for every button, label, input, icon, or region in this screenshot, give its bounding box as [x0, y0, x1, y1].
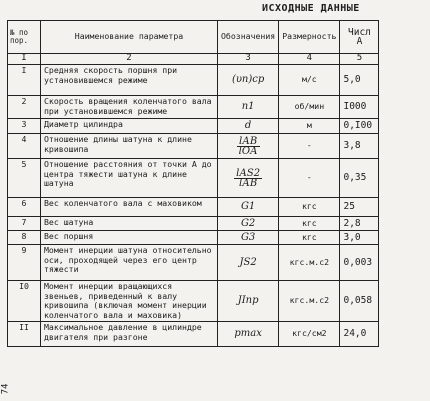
column-index: I [8, 54, 41, 65]
parameter-name: Момент инерции вращающихся звеньев, приведенный к валу кривошипа (включая момент инерции коленчатого вала и маховика) [41, 281, 218, 322]
table-row [8, 119, 379, 134]
parameter-unit: м [279, 119, 340, 134]
row-number: 6 [8, 198, 41, 217]
fraction-numerator: lАS2 [236, 167, 261, 179]
parameter-name: Отношение расстояния от точки А до центра тяжести шатуна к длине шатуна [41, 159, 218, 198]
parameter-unit: м/с [279, 65, 340, 96]
header-symbol: Обозначения [218, 21, 279, 54]
header-unit: Размерность [279, 21, 340, 54]
header-row [8, 21, 379, 54]
document-title: ИСХОДНЫЕ ДАННЫЕ [262, 3, 360, 14]
table-row [8, 322, 379, 347]
parameter-value: 5,0 [340, 65, 379, 96]
symbol-fraction [237, 137, 260, 156]
parameter-symbol: (υп)ср [218, 65, 279, 96]
fraction-denominator: lОА [238, 145, 258, 157]
parameter-value: 3,8 [340, 134, 379, 159]
parameter-name: Средняя скорость поршня при установившемся режиме [41, 65, 218, 96]
parameter-unit: кгс [279, 198, 340, 217]
table-row [8, 231, 379, 245]
parameter-value: 2,8 [340, 217, 379, 231]
table-row [8, 65, 379, 96]
fraction-denominator: lАВ [239, 177, 258, 189]
margin-page-mark: 74 [0, 383, 11, 395]
parameter-symbol: JIпр [218, 281, 279, 322]
parameter-value: 25 [340, 198, 379, 217]
row-number: I0 [8, 281, 41, 322]
symbol-fraction [234, 169, 262, 188]
table-row [8, 134, 379, 159]
parameter-name: Максимальное давление в цилиндре двигателя при разгоне [41, 322, 218, 347]
header-parameter-name: Наименование параметра [41, 21, 218, 54]
table-row [8, 217, 379, 231]
table-row [8, 245, 379, 281]
row-number: 9 [8, 245, 41, 281]
parameter-name: Вес поршня [41, 231, 218, 245]
column-index-row [8, 54, 379, 65]
parameter-name: Скорость вращения коленчатого вала при установившемся режиме [41, 96, 218, 119]
parameter-unit: - [279, 159, 340, 198]
row-number: 3 [8, 119, 41, 134]
parameter-symbol [218, 159, 279, 198]
parameter-unit: кгс/см2 [279, 322, 340, 347]
parameter-unit: - [279, 134, 340, 159]
parameter-symbol: G3 [218, 231, 279, 245]
row-number: 5 [8, 159, 41, 198]
column-index: 5 [340, 54, 379, 65]
parameter-value: 0,058 [340, 281, 379, 322]
fraction-numerator: lАВ [237, 137, 260, 147]
row-number: 2 [8, 96, 41, 119]
parameter-value: 0,35 [340, 159, 379, 198]
row-number: 8 [8, 231, 41, 245]
parameter-value: I000 [340, 96, 379, 119]
parameter-symbol: JS2 [218, 245, 279, 281]
parameter-name: Момент инерции шатуна относительно оси, проходящей через его центр тяжести [41, 245, 218, 281]
parameter-symbol: G2 [218, 217, 279, 231]
row-number: II [8, 322, 41, 347]
row-number: 7 [8, 217, 41, 231]
parameter-symbol: n1 [218, 96, 279, 119]
table-row [8, 198, 379, 217]
table-row [8, 159, 379, 198]
column-index: 4 [279, 54, 340, 65]
row-number: 4 [8, 134, 41, 159]
parameter-value: 24,0 [340, 322, 379, 347]
header-value: Числ А [340, 21, 379, 54]
parameter-symbol [218, 134, 279, 159]
header-number: № по пор. [8, 21, 41, 54]
parameter-symbol: G1 [218, 198, 279, 217]
parameter-value: 3,0 [340, 231, 379, 245]
parameter-name: Вес шатуна [41, 217, 218, 231]
parameter-symbol: d [218, 119, 279, 134]
parameter-unit: кгс.м.с2 [279, 245, 340, 281]
parameter-unit: об/мин [279, 96, 340, 119]
column-index: 2 [41, 54, 218, 65]
table-row [8, 96, 379, 119]
row-number: I [8, 65, 41, 96]
parameter-name: Диаметр цилиндра [41, 119, 218, 134]
parameter-name: Отношение длины шатуна к длине кривошипа [41, 134, 218, 159]
table-row [8, 281, 379, 322]
parameter-unit: кгс.м.с2 [279, 281, 340, 322]
parameter-symbol: pmax [218, 322, 279, 347]
parameter-name: Вес коленчатого вала с маховиком [41, 198, 218, 217]
column-index: 3 [218, 54, 279, 65]
parameter-value: 0,I00 [340, 119, 379, 134]
source-data-table [7, 20, 379, 347]
parameter-value: 0,003 [340, 245, 379, 281]
parameter-unit: кгс [279, 217, 340, 231]
parameter-unit: кгс [279, 231, 340, 245]
